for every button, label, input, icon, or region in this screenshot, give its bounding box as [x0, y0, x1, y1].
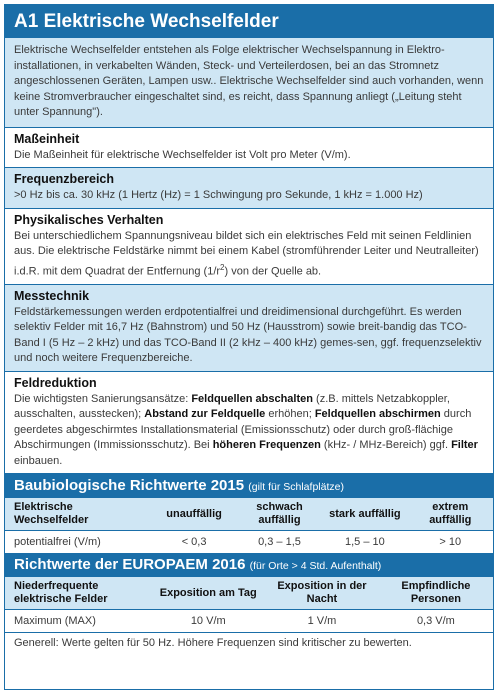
table-cell: 10 V/m	[151, 610, 265, 633]
section-text: >0 Hz bis ca. 30 kHz (1 Hertz (Hz) = 1 Schwingung pro Sekunde, 1 kHz = 1.000 Hz)	[14, 189, 423, 201]
column-header: schwach auffällig	[237, 498, 322, 531]
column-header: unauffällig	[151, 498, 236, 531]
table-cell: < 0,3	[151, 531, 236, 554]
column-header: Elektrische Wechselfelder	[5, 498, 151, 531]
text-part: Die wichtigsten Sanierungsansätze:	[14, 392, 192, 405]
section-heading: Messtechnik	[14, 288, 90, 303]
section-masseinheit	[5, 128, 493, 169]
column-header: Exposition in der Nacht	[265, 577, 379, 610]
text-part: (z.B. mittels Netzabkoppler, ausschalten, ausstecken);	[14, 392, 450, 421]
table-cell: > 10	[408, 531, 493, 554]
table-header-row	[5, 498, 493, 531]
section-text: Feldstärkemessungen werden erdpotentialfrei und dreidimensional durchgeführt. Es werden selektiv Felder mit 16,7 Hz (Bahnstrom) und 50 Hz (Hausstrom) sowie breit-bandig das TCO-Band I (5 Hz – 2 kHz) und das TCO-Band II (2 kHz – 400 kHz) gemes-sen, ggf. frequenzselektiv und noch weitere Frequenzbereiche.	[14, 305, 482, 365]
column-header: Exposition am Tag	[151, 577, 265, 610]
table-cell: Maximum (MAX)	[5, 610, 151, 633]
text-part: (kHz- / MHz-Bereich) ggf.	[320, 439, 452, 452]
section-frequenzbereich	[5, 168, 493, 209]
table-cell: 1 V/m	[265, 610, 379, 633]
superscript: 2	[220, 262, 225, 272]
section-physikalisch	[5, 209, 493, 285]
page-title: A1 Elektrische Wechselfelder	[5, 5, 493, 38]
text-part: Bei unterschiedlichem Spannungsniveau bildet sich ein elektrisches Feld mit seinen Feldlinien aus. Die elektrische Feldstärke nimmt bei einem Kabel (stromführender Leiter und Neutralleiter) i.d.R. mit dem Quadrat der Entfernung (1/r	[14, 229, 479, 278]
baubio-table	[5, 498, 493, 553]
baubio-title: Baubiologische Richtwerte 2015	[14, 477, 245, 495]
column-header: Niederfrequente elektrische Felder	[5, 577, 151, 610]
baubio-note: (gilt für Schlafplätze)	[248, 481, 344, 494]
table-cell: 1,5 – 10	[322, 531, 407, 554]
text-part: durch geerdetes abgeschirmtes Installationsmaterial (Emissionsschutz) oder durch groß-flächige Abschirmungen (Immissionsschutz). Bei	[14, 408, 472, 452]
emphasis: Abstand zur Feldquelle	[144, 408, 266, 421]
section-heading: Frequenzbereich	[14, 172, 115, 186]
footer-note: Generell: Werte gelten für 50 Hz. Höhere Frequenzen sind kritischer zu bewerten.	[5, 632, 493, 655]
column-header: extrem auffällig	[408, 498, 493, 531]
europaem-table	[5, 577, 493, 632]
section-text	[14, 392, 487, 470]
text-part: ) von der Quelle ab.	[224, 265, 322, 278]
emphasis: Feldquellen abschalten	[191, 392, 313, 405]
column-header: stark auffällig	[322, 498, 407, 531]
section-heading: Feldreduktion	[14, 375, 97, 390]
table-cell: 0,3 V/m	[379, 610, 493, 633]
table-row	[5, 610, 493, 633]
europaem-title-band	[5, 553, 493, 577]
section-messtechnik	[5, 285, 493, 372]
section-feldreduktion	[5, 372, 493, 475]
table-header-row	[5, 577, 493, 610]
emphasis: Feldquellen abschirmen	[314, 408, 441, 421]
text-part: erhöhen;	[265, 408, 315, 421]
table-cell: 0,3 – 1,5	[237, 531, 322, 554]
section-heading: Physikalisches Verhalten	[14, 212, 164, 227]
section-text	[14, 229, 487, 280]
baubio-title-band	[5, 474, 493, 498]
section-heading: Maßeinheit	[14, 131, 80, 146]
info-sheet	[4, 4, 494, 690]
intro-text: Elektrische Wechselfelder entstehen als Folge elektrischer Wechselspannung in Elektro-installationen, in verkabelten Wänden, Steck- und Verteilerdosen, bei an das Stromnetz angeschlossenen Geräten, Lampen usw.. Elektrische Wechselfelder sind auch vorhanden, wenn keine Stromverbraucher eingeschaltet sind, es reicht, dass Spannung anliegt („Leitung steht unter Spannung").	[5, 38, 493, 128]
europaem-title: Richtwerte der EUROPAEM 2016	[14, 556, 246, 574]
emphasis: höheren Frequenzen	[212, 439, 321, 452]
emphasis: Filter	[451, 439, 478, 452]
section-text: Die Maßeinheit für elektrische Wechselfelder ist Volt pro Meter (V/m).	[14, 148, 351, 161]
europaem-note: (für Orte > 4 Std. Aufenthalt)	[249, 560, 382, 573]
table-cell: potentialfrei (V/m)	[5, 531, 151, 554]
table-row	[5, 531, 493, 554]
text-part: einbauen.	[14, 454, 63, 467]
column-header: Empfindliche Personen	[379, 577, 493, 610]
